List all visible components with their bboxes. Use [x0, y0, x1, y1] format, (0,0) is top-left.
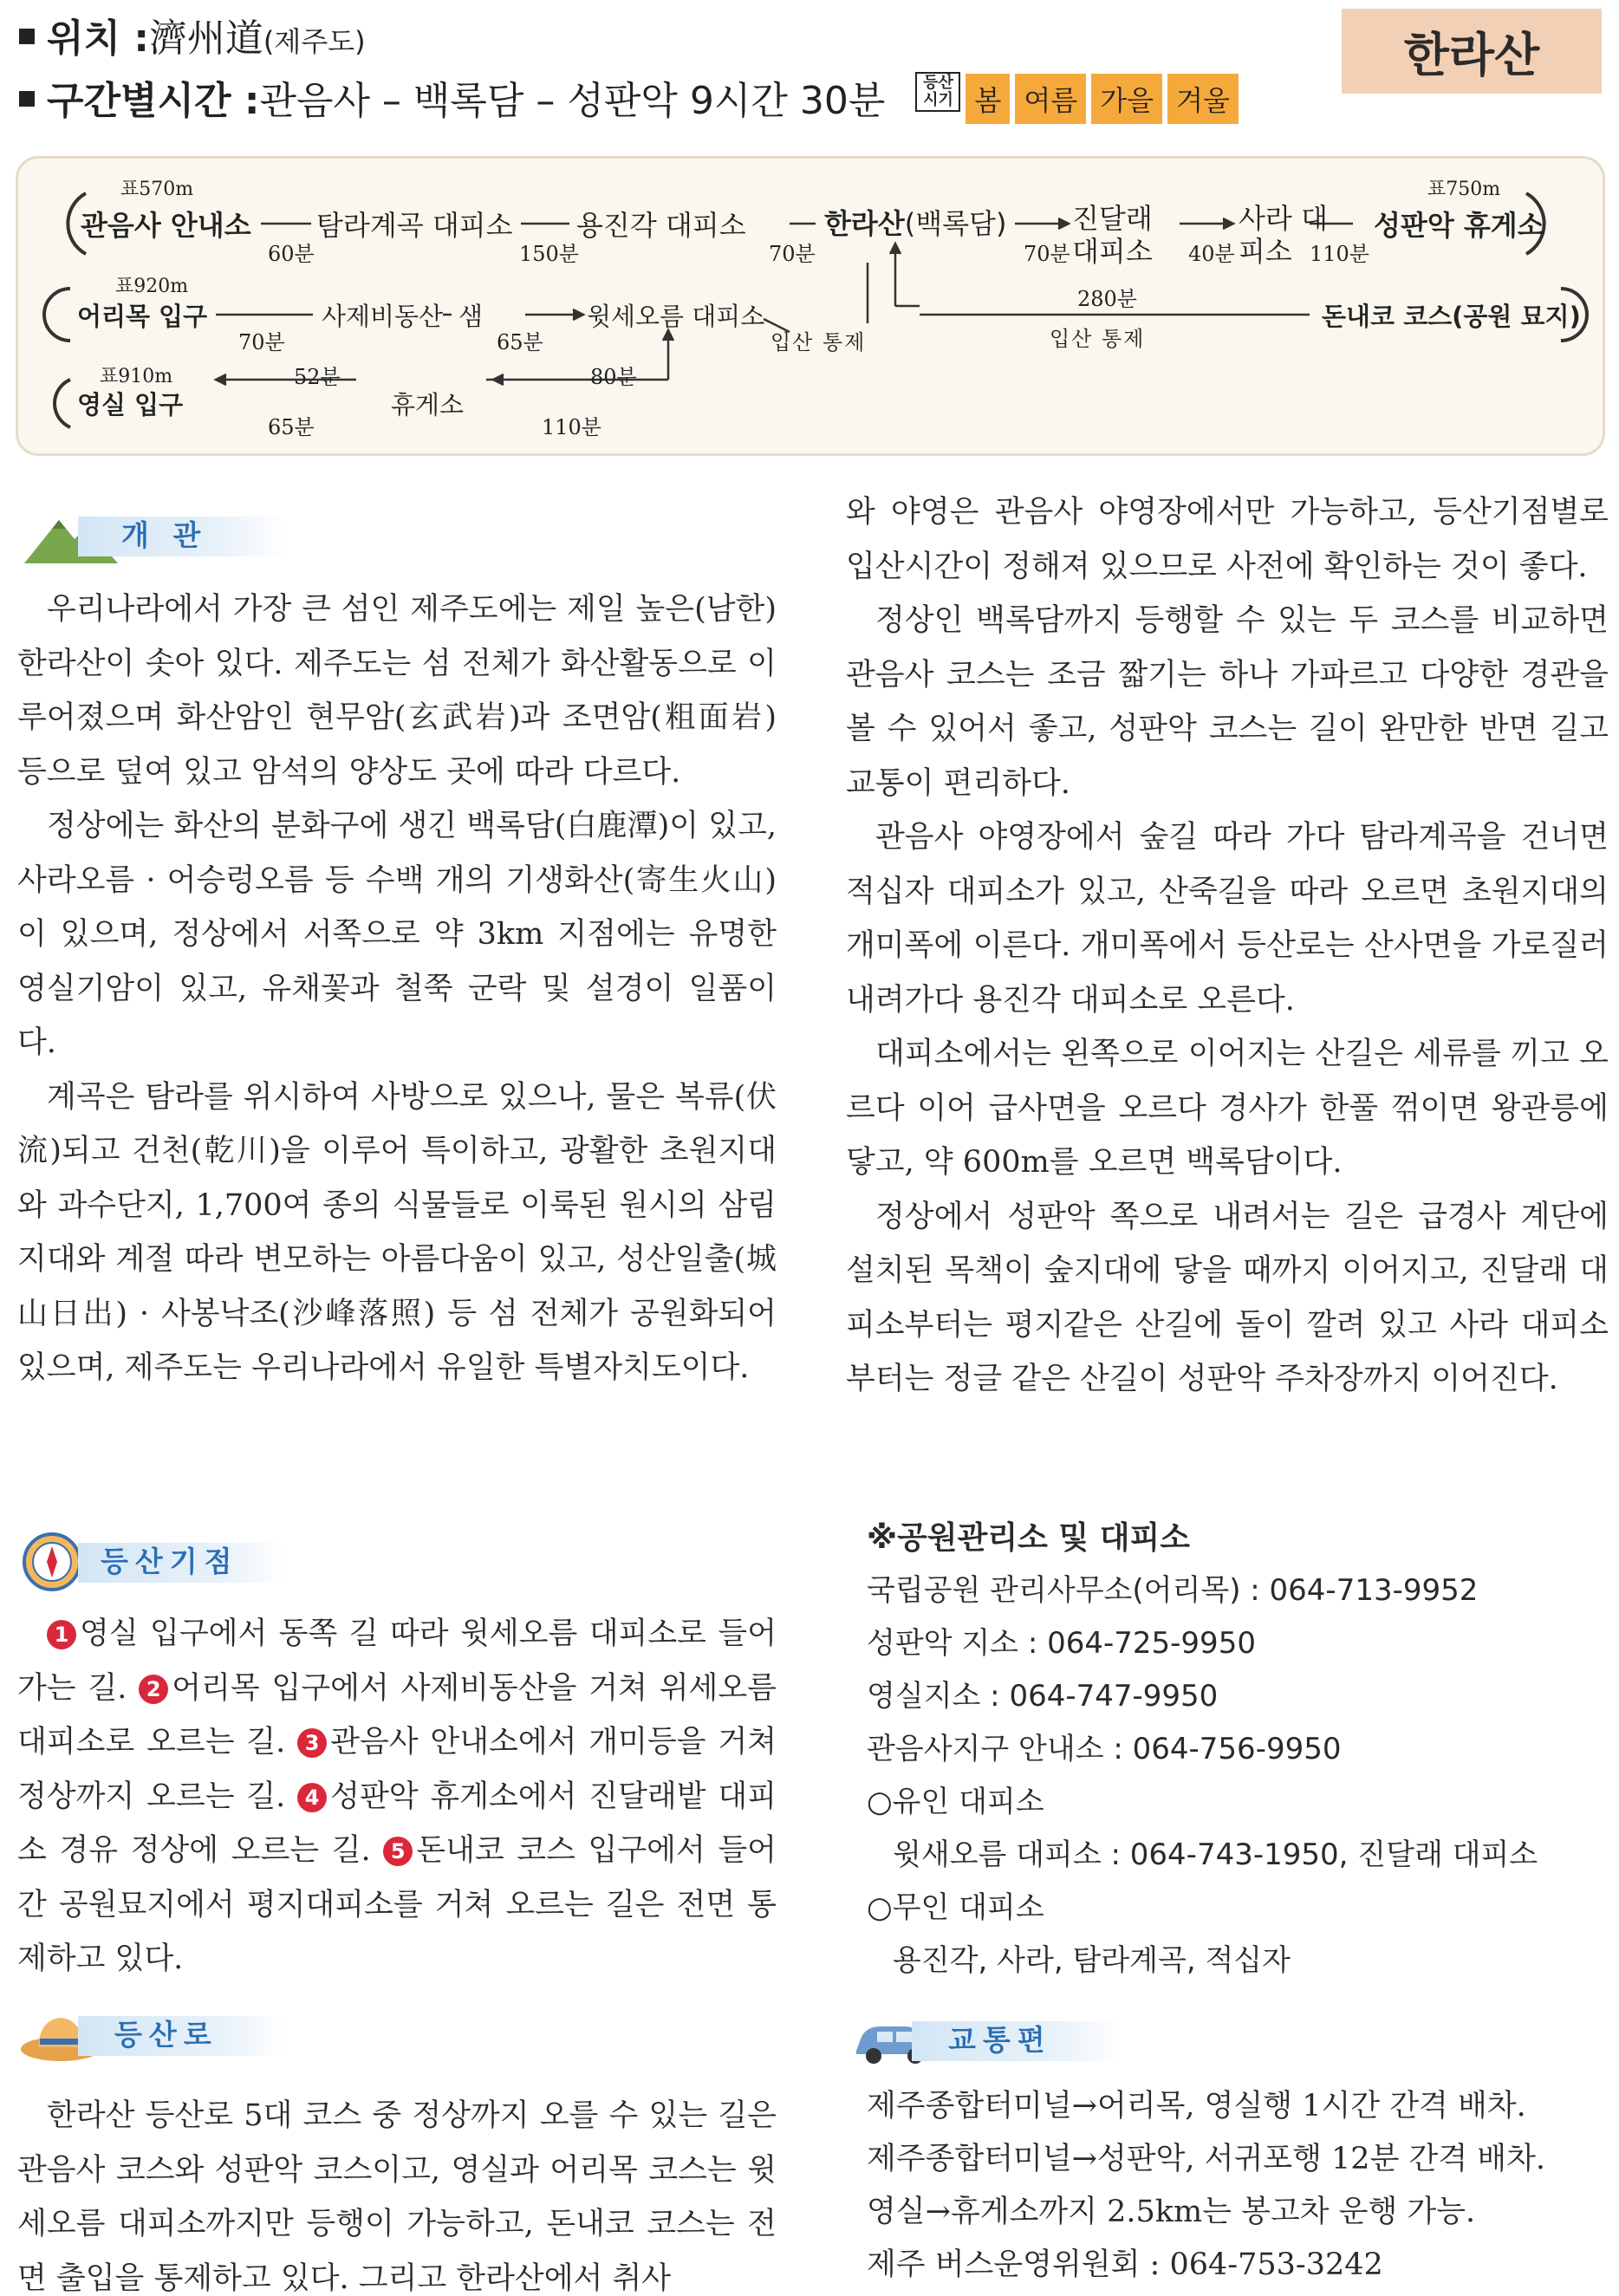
bullet-square-icon — [19, 29, 35, 44]
node-eorimok: 어리목 입구 — [77, 302, 208, 331]
traffic-line: 영실→휴게소까지 2.5km는 봉고차 운행 가능. — [867, 2195, 1476, 2229]
node-summit-sub: (백록담) — [904, 207, 1007, 240]
overview-paragraph: 정상에는 화산의 분화구에 생긴 백록담(白鹿潭)이 있고, 사라오름 · 어승렁오름 등 수백 개의 기생화산(寄生火山)이 있으며, 정상에서 서쪽으로 약 3km 지점에는 유명한 영실기암이 있고, 유채꽃과 철쭉 군락 및 설경이 일품이다. — [17, 809, 777, 1060]
right-paragraph: 와 야영은 관음사 야영장에서만 가능하고, 등산기점별로 입산시간이 정해져 있으므로 사전에 확인하는 것이 좋다. — [846, 495, 1609, 584]
season-tag-text: 등산시기 — [923, 74, 953, 109]
location-line — [19, 7, 366, 62]
overview-paragraph: 계곡은 탐라를 위시하여 사방으로 있으나, 물은 복류(伏流)되고 건천(乾川)을 이루어 특이하고, 광활한 초원지대와 과수단지, 1,700여 종의 식물들로 이룩된 원시의 삼림지대와 계절 따라 변모하는 아름다움이 있고, 성산일출(城山日出) · 사봉낙조(沙峰落照) 등 섬 전체가 공원화되어 있으며, 제주도는 우리나라에서 유일한 특별자치도이다. — [17, 1079, 777, 1385]
section-overview-header — [17, 501, 277, 570]
right-column-text — [846, 485, 1609, 1407]
compass-icon — [17, 1527, 87, 1597]
location-sub: (제주도) — [263, 25, 366, 58]
number-3-icon: 3 — [297, 1728, 327, 1758]
route-map — [16, 156, 1605, 456]
season-tag — [915, 72, 960, 112]
contact-line: 국립공원 관리사무소(어리목) : 064-713-9952 — [867, 1573, 1479, 1608]
time-s-w: 65분 — [497, 330, 543, 354]
manned-shelter-title: ○유인 대피소 — [867, 1785, 1044, 1819]
trails-text — [17, 2089, 777, 2296]
section-trailheads-header — [17, 1527, 277, 1597]
contact-line: 관음사지구 안내소 : 064-756-9950 — [867, 1732, 1342, 1766]
right-paragraph: 정상인 백록담까지 등행할 수 있는 두 코스를 비교하면 관음사 코스는 조금 짧기는 하나 가파르고 다양한 경관을 볼 수 있어서 좋고, 성판악 코스는 길이 완만한 반면 길고 교통이 편리하다. — [846, 603, 1609, 801]
time-j-s: 40분 — [1188, 242, 1235, 266]
unmanned-shelter-line: 용진각, 사라, 탐라계곡, 적십자 — [893, 1943, 1291, 1978]
season-spring: 봄 — [966, 74, 1010, 124]
right-paragraph: 관음사 야영장에서 숲길 따라 가다 탐라계곡을 건너면 적십자 대피소가 있고, 산죽길을 따라 오르면 초원지대의 개미폭에 이른다. 개미폭에서 등산로는 산사면을 가로질러 내려가다 용진각 대피소로 오른다. — [846, 820, 1609, 1018]
time-y-s: 70분 — [769, 242, 816, 266]
node-donaeko: 돈내코 코스(공원 묘지) — [1322, 302, 1581, 331]
traffic-block — [867, 2080, 1545, 2292]
trailhead-item: 어리목 입구에서 사제비동산을 거쳐 위세오름 대피소로 오르는 길. — [17, 1670, 777, 1759]
location-value: 濟州道 — [148, 16, 263, 61]
alt-seongpanak: 표750m — [1427, 179, 1501, 200]
number-1-icon: 1 — [47, 1620, 76, 1649]
season-autumn: 가을 — [1091, 74, 1162, 124]
control-note-1: 입산 통제 — [770, 330, 867, 354]
unmanned-shelter-title: ○무인 대피소 — [867, 1890, 1044, 1925]
overview-text — [17, 582, 777, 1395]
traffic-line: 제주종합터미널→어리목, 영실행 1시간 간격 배차. — [867, 2089, 1526, 2124]
season-summer: 여름 — [1015, 74, 1086, 124]
section-traffic-header — [851, 2006, 1111, 2075]
section-time-line — [19, 69, 1239, 125]
section-overview-title: 개 관 — [121, 518, 208, 552]
manned-shelter-line: 윗새오름 대피소 : 064-743-1950, 진달래 대피소 — [893, 1837, 1538, 1872]
right-paragraph: 대피소에서는 왼쪽으로 이어지는 산길은 세류를 끼고 오르다 이어 급사면을 오르다 경사가 한풀 꺾이면 왕관릉에 닿고, 약 600m를 오르면 백록담이다. — [846, 1037, 1609, 1180]
trailheads-text — [17, 1607, 777, 1987]
alt-yeongsil: 표910m — [100, 366, 173, 387]
time-s-sp: 110분 — [1310, 242, 1369, 266]
time-r-w-bot: 110분 — [542, 415, 601, 439]
section-time-label: 구간별시간 : — [47, 79, 260, 123]
time-y-r-top: 52분 — [294, 365, 341, 389]
contact-line: 영실지소 : 064-747-9950 — [867, 1679, 1219, 1714]
time-t-y: 150분 — [519, 242, 579, 266]
trailhead-item: 성판악 휴게소에서 진달래밭 대피소 경유 정상에 오르는 길. — [17, 1779, 777, 1868]
location-label: 위치 : — [47, 16, 149, 61]
number-5-icon: 5 — [383, 1837, 413, 1866]
trailhead-item: 영실 입구에서 동쪽 길 따라 윗세오름 대피소로 들어가는 길. — [17, 1616, 777, 1706]
time-y-r-bot: 65분 — [268, 415, 315, 439]
node-tamna: 탐라계곡 대피소 — [316, 209, 513, 242]
time-s-j: 70분 — [1024, 242, 1070, 266]
contacts-heading: ※공원관리소 및 대피소 — [867, 1520, 1191, 1556]
trailhead-item: 돈내코 코스 입구에서 들어간 공원묘지에서 평지대피소를 거쳐 오르는 길은 전면 통제하고 있다. — [17, 1833, 777, 1976]
node-sara: 사라 대피소 — [1239, 202, 1328, 268]
control-note-2: 입산 통제 — [1050, 327, 1146, 351]
contact-line: 성판악 지소 : 064-725-9950 — [867, 1626, 1256, 1661]
right-paragraph: 정상에서 성판악 쪽으로 내려서는 길은 급경사 계단에 설치된 목책이 숲지대에 닿을 때까지 이어지고, 진달래 대피소부터는 평지같은 산길에 돌이 깔려 있고 사라 대피소부터는 정글 같은 산길이 성판악 주차장까지 이어진다. — [846, 1199, 1609, 1396]
section-trails-header — [17, 2000, 277, 2070]
traffic-line: 제주종합터미널→성판악, 서귀포행 12분 간격 배차. — [867, 2142, 1546, 2176]
trailheads-paragraph — [17, 1607, 777, 1987]
season-winter: 겨울 — [1167, 74, 1239, 124]
trails-paragraph: 한라산 등산로 5대 코스 중 정상까지 오를 수 있는 길은 관음사 코스와 성판악 코스이고, 영실과 어리목 코스는 윗세오름 대피소까지만 등행이 가능하고, 돈내코 코스는 전면 출입을 통제하고 있다. 그리고 한라산에서 취사 — [17, 2098, 777, 2296]
number-2-icon: 2 — [139, 1675, 168, 1704]
node-saem: 샘 — [458, 302, 484, 331]
time-e-s: 70분 — [238, 330, 285, 354]
time-g-t: 60분 — [268, 242, 315, 266]
node-gwaneumsa: 관음사 안내소 — [81, 209, 251, 242]
alt-gwaneumsa: 표570m — [120, 179, 194, 200]
section-trailheads-title: 등산기점 — [101, 1545, 239, 1578]
node-yongjin: 용진각 대피소 — [576, 209, 746, 242]
trailhead-item: 관음사 안내소에서 개미등을 거쳐 정상까지 오르는 길. — [17, 1725, 777, 1814]
node-summit — [824, 202, 1006, 242]
node-rest: 휴게소 — [391, 390, 465, 420]
time-r-w-top: 80분 — [590, 365, 637, 389]
overview-paragraph: 우리나라에서 가장 큰 섬인 제주도에는 제일 높은(남한) 한라산이 솟아 있다. 제주도는 섬 전체가 화산활동으로 이루어졌으며 화산암인 현무암(玄武岩)과 조면암(粗面岩) 등으로 덮여 있고 암석의 양상도 곳에 따라 다르다. — [17, 592, 777, 790]
section-traffic-title: 교통편 — [948, 2023, 1052, 2057]
node-summit-name: 한라산 — [824, 207, 905, 240]
traffic-line: 제주 버스운영위원회 : 064-753-3242 — [867, 2247, 1383, 2282]
mountain-title: 한라산 — [1342, 9, 1602, 94]
time-dn: 280분 — [1077, 287, 1137, 311]
number-4-icon: 4 — [297, 1783, 327, 1812]
node-sajebi: 사제비동산 — [322, 302, 444, 331]
alt-eorimok: 표920m — [115, 276, 189, 297]
section-trails-title: 등산로 — [114, 2018, 218, 2052]
section-time-value: 관음사 – 백록담 – 성판악 9시간 30분 — [259, 79, 886, 123]
node-jindallae: 진달래 대피소 — [1072, 202, 1153, 268]
node-seongpanak: 성판악 휴게소 — [1374, 209, 1544, 242]
node-yeongsil: 영실 입구 — [77, 390, 184, 420]
contacts-block — [867, 1512, 1538, 1987]
bullet-square-icon — [19, 91, 35, 107]
node-witse: 윗세오름 대피소 — [587, 302, 765, 331]
